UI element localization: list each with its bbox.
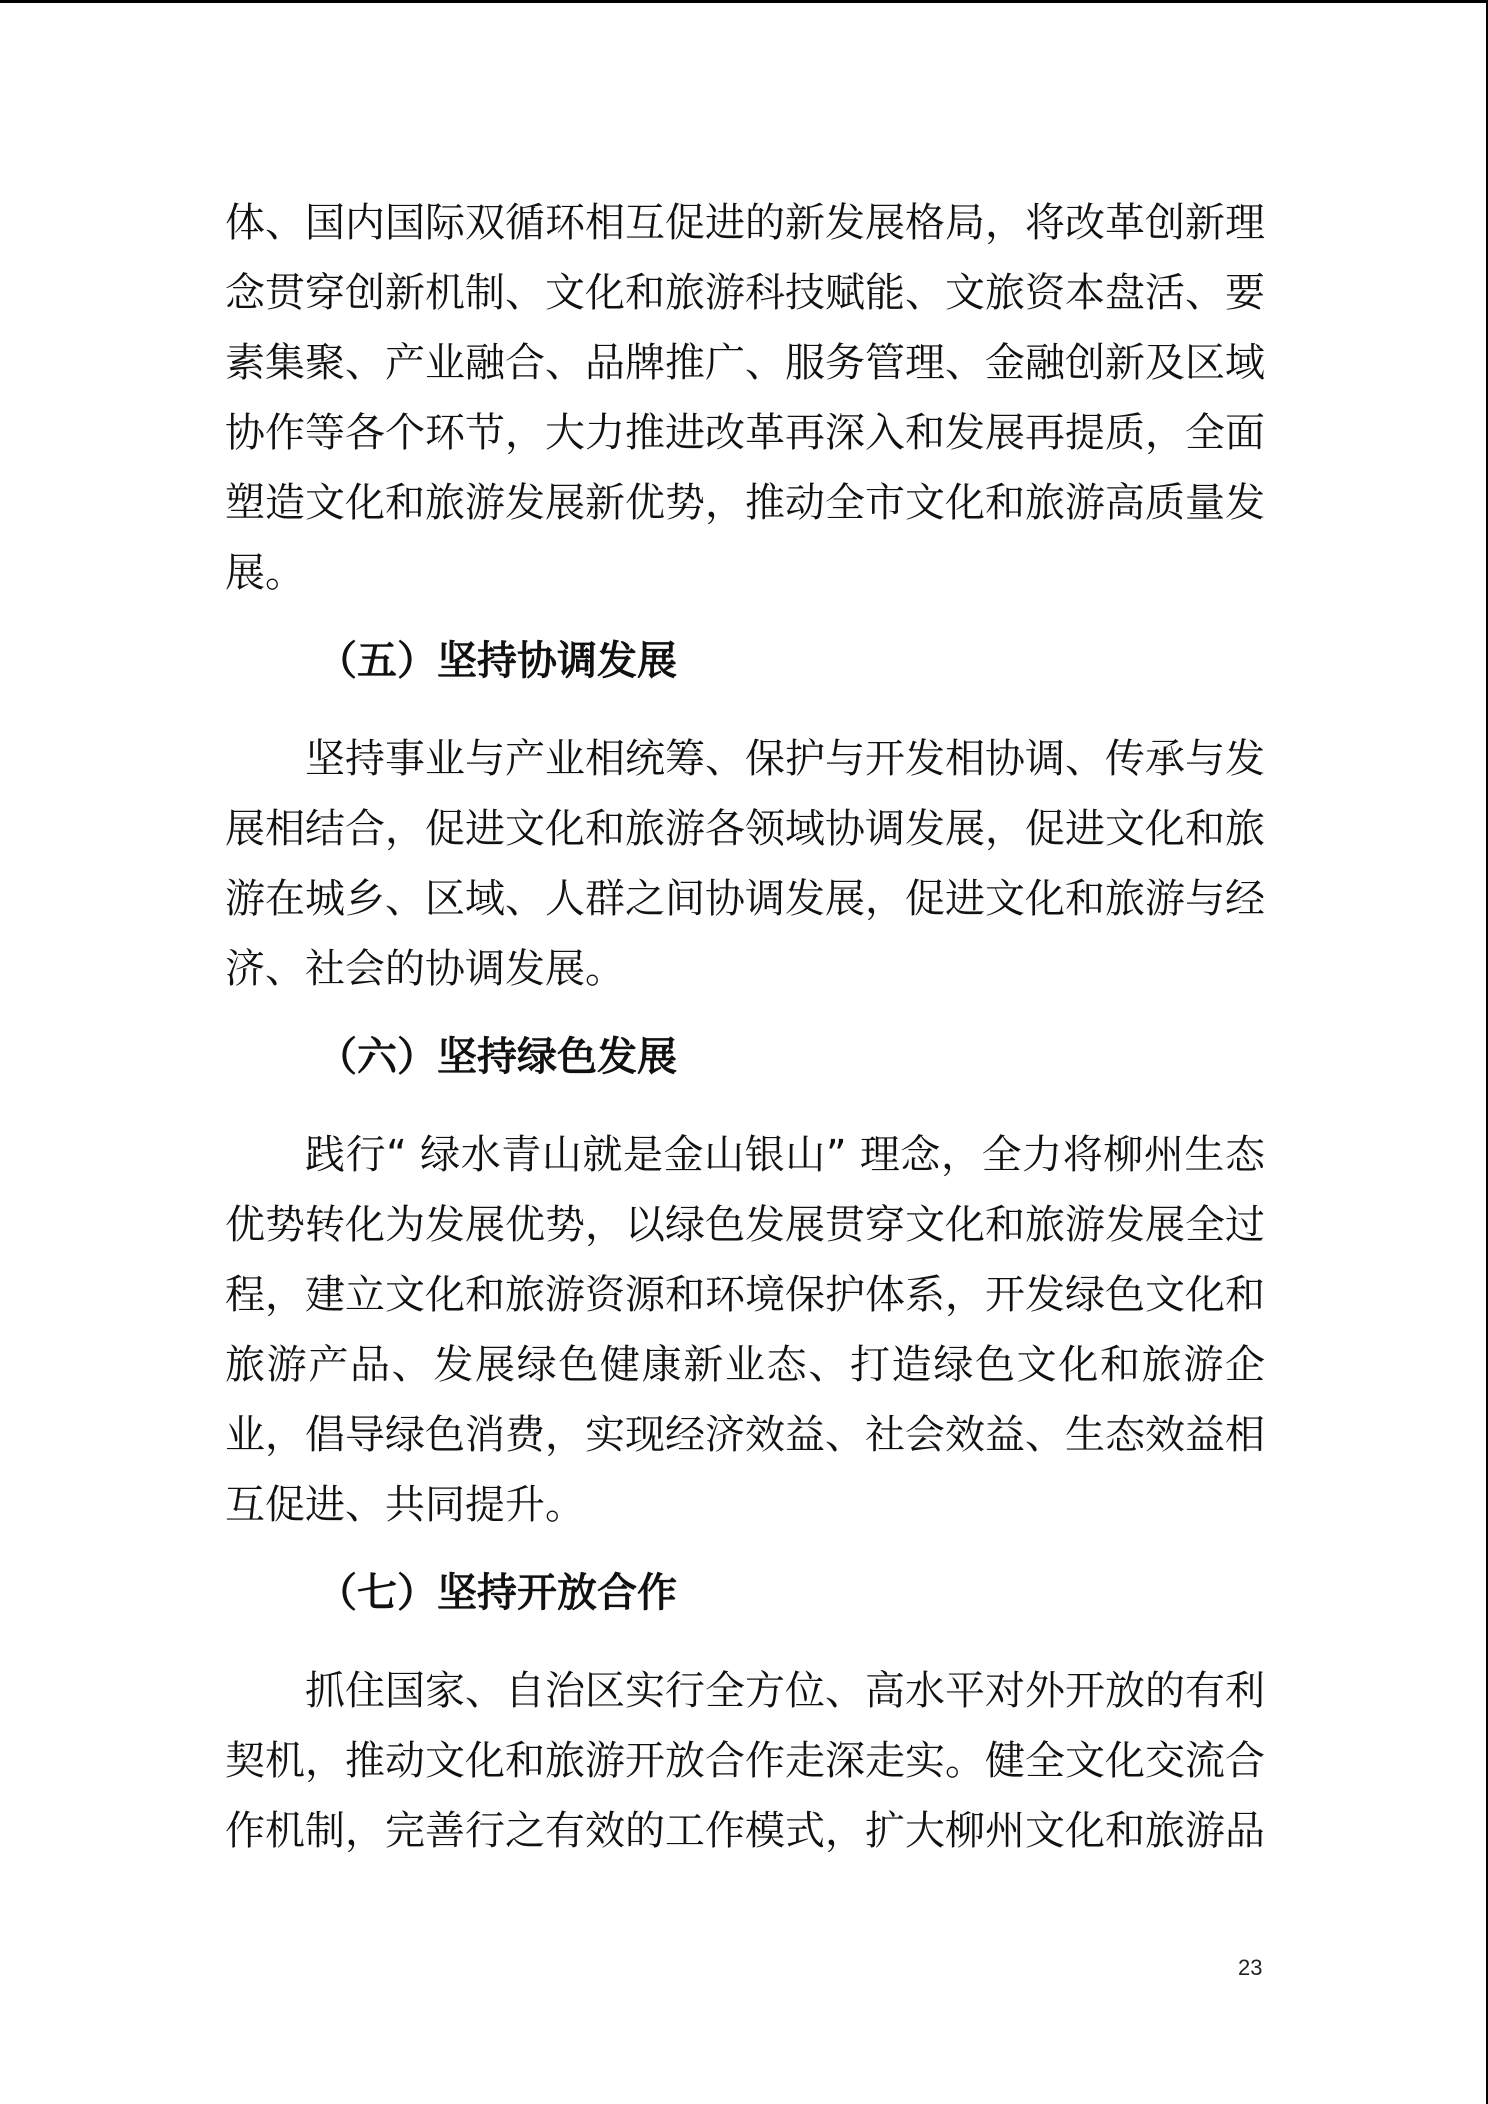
top-border-line [0,0,1488,3]
page-number: 23 [1238,1955,1263,1980]
section-body-7: 抓住国家、自治区实行全方位、高水平对外开放的有利契机，推动文化和旅游开放合作走深走实。健全文化交流合作机制，完善行之有效的工作模式，扩大柳州文化和旅游品 [225,1668,1265,1854]
section-heading-7: （七）坚持开放合作 [317,1570,677,1616]
section-heading-5: （五）坚持协调发展 [317,638,677,684]
continuation-paragraph: 体、国内国际双循环相互促进的新发展格局，将改革创新理念贯穿创新机制、文化和旅游科技赋能、文旅资本盘活、要素集聚、产业融合、品牌推广、服务管理、金融创新及区域协作等各个环节，大力推进改革再深入和发展再提质，全面塑造文化和旅游发展新优势，推动全市文化和旅游高质量发展。 [225,200,1265,596]
document-body [225,188,1265,1866]
section-heading-6: （六）坚持绿色发展 [317,1034,677,1080]
section-body-6: 践行“ 绿水青山就是金山银山” 理念，全力将柳州生态优势转化为发展优势，以绿色发展贯穿文化和旅游发展全过程，建立文化和旅游资源和环境保护体系，开发绿色文化和旅游产品、发展绿色健康新业态、打造绿色文化和旅游企业，倡导绿色消费，实现经济效益、社会效益、生态效益相互促进、共同提升。 [225,1132,1265,1528]
section-body-5: 坚持事业与产业相统筹、保护与开发相协调、传承与发展相结合，促进文化和旅游各领域协调发展，促进文化和旅游在城乡、区域、人群之间协调发展，促进文化和旅游与经济、社会的协调发展。 [225,736,1265,992]
